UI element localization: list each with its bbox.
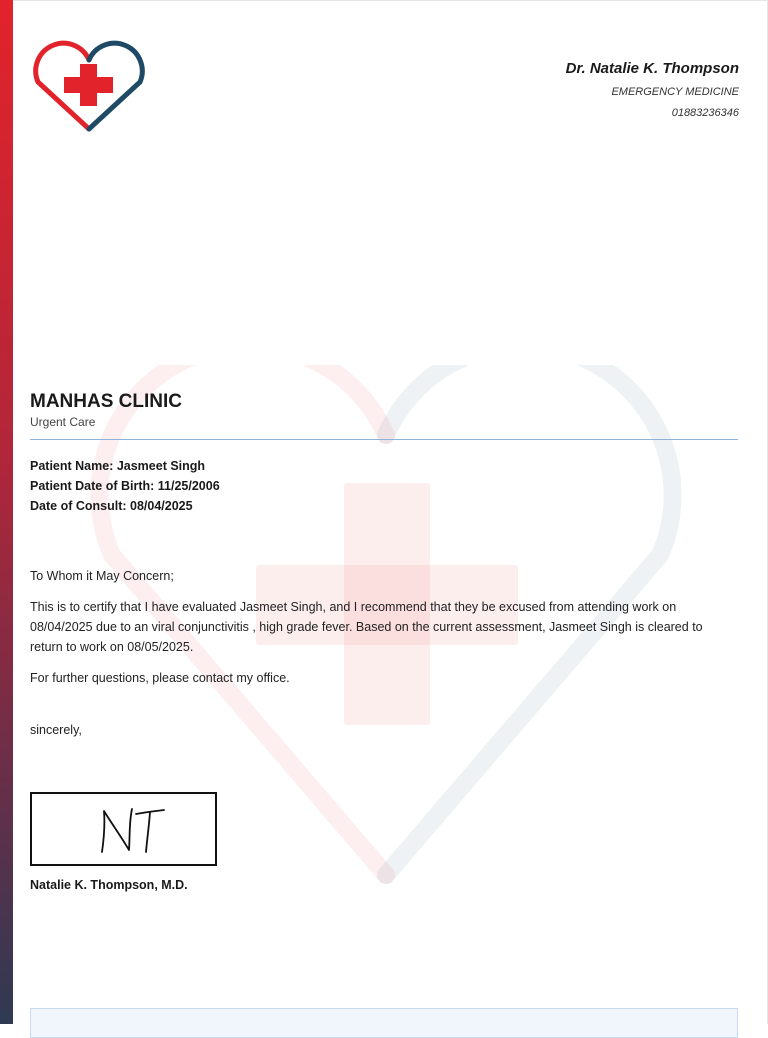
patient-dob: Patient Date of Birth: 11/25/2006	[30, 479, 220, 493]
footer-panel	[30, 1008, 738, 1038]
letter-closing: sincerely,	[30, 723, 82, 737]
clinic-subtitle: Urgent Care	[30, 415, 96, 429]
signature-initials-image	[32, 794, 215, 864]
heart-cross-logo-icon	[30, 40, 148, 134]
doctor-specialty: EMERGENCY MEDICINE	[611, 86, 739, 98]
doctor-header	[566, 60, 739, 119]
header-divider	[30, 439, 738, 440]
letter-salutation: To Whom it May Concern;	[30, 569, 174, 583]
letter-body	[30, 566, 738, 740]
signature-box	[30, 792, 217, 866]
patient-name: Patient Name: Jasmeet Singh	[30, 459, 206, 473]
left-accent-bar	[0, 0, 13, 1024]
page-border-top	[13, 0, 768, 1]
doctor-phone: 01883236346	[671, 107, 739, 119]
patient-info	[30, 456, 220, 516]
letter-contact-line: For further questions, please contact my office.	[30, 671, 290, 685]
consult-date: Date of Consult: 08/04/2025	[30, 499, 193, 513]
letter-paragraph: This is to certify that I have evaluated Jasmeet Singh, and I recommend that they be excused from attending work on 08/04/2025 due to an viral conjunctivitis , high grade fever. Based on the current assessment, Jasmeet Singh is cleared to return to work on 08/05/2025.	[30, 600, 703, 654]
signer-name: Natalie K. Thompson, M.D.	[30, 878, 188, 892]
clinic-name: MANHAS CLINIC	[30, 391, 182, 412]
doctor-name: Dr. Natalie K. Thompson	[565, 60, 739, 77]
